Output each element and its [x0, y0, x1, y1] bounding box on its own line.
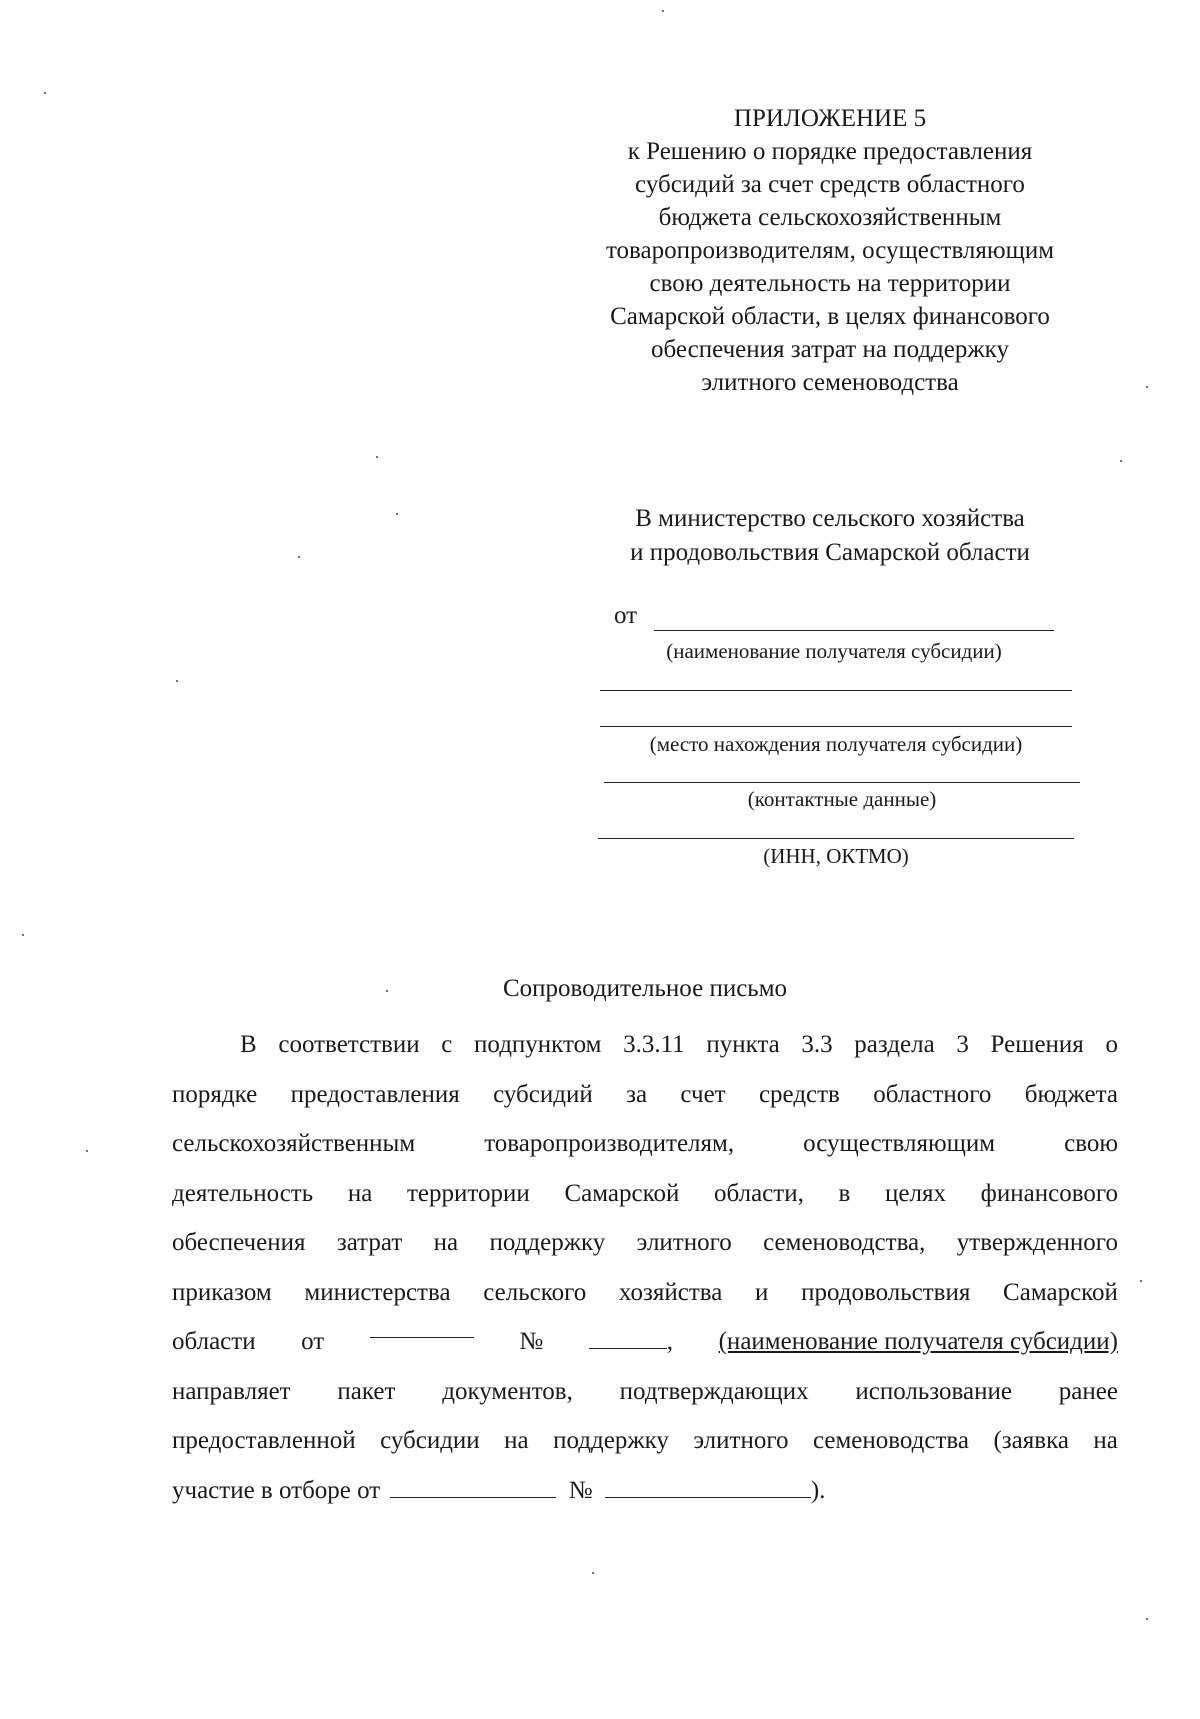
- letter-title: Сопроводительное письмо: [502, 975, 788, 1002]
- appendix-line: обеспечения затрат на поддержку: [651, 336, 1009, 363]
- order-date-blank[interactable]: [370, 1317, 474, 1338]
- scan-speck: [1140, 1280, 1142, 1282]
- sender-name-row: [614, 602, 1054, 636]
- body-line-6: приказом министерства сельского хозяйства и продовольствия Самарской: [172, 1278, 1118, 1306]
- body-line-7-row: [172, 1317, 1118, 1367]
- scan-speck: [176, 680, 178, 682]
- body-line: [172, 1268, 1118, 1318]
- body-line-4: деятельность на территории Самарской области, в целях финансового: [172, 1179, 1118, 1207]
- order-number-blank[interactable]: [589, 1328, 667, 1349]
- appendix-line: товаропроизводителям, осуществляющим: [605, 237, 1055, 264]
- body-word-oblasti: области: [172, 1328, 256, 1355]
- body-comma: ,: [666, 1328, 674, 1355]
- sender-name-blank-2[interactable]: [600, 690, 1072, 691]
- scan-speck: [662, 10, 664, 12]
- application-date-blank[interactable]: [390, 1477, 556, 1498]
- scan-speck: [298, 556, 300, 558]
- sender-location-blank[interactable]: [600, 726, 1072, 727]
- appendix-header: [570, 102, 1090, 399]
- body-line: [172, 1218, 1118, 1268]
- appendix-line: Самарской области, в целях финансового: [610, 303, 1050, 330]
- application-number-blank[interactable]: [605, 1477, 811, 1498]
- recipient-name-placeholder: (наименование получателя субсидии): [718, 1328, 1118, 1355]
- body-line: [172, 1119, 1118, 1169]
- body-line-text: [240, 1020, 1118, 1070]
- scan-speck: [1120, 460, 1122, 462]
- body-line-1: В соответствии с подпунктом 3.3.11 пункта 3.3 раздела 3 Решения о: [240, 1031, 1118, 1058]
- scan-speck: [396, 513, 398, 515]
- sender-inn-caption: (ИНН, ОКТМО): [763, 844, 909, 868]
- body-line-5: обеспечения затрат на поддержку элитного семеноводства, утвержденного: [172, 1229, 1118, 1256]
- scan-speck: [592, 1572, 594, 1574]
- letter-body: [172, 1020, 1118, 1515]
- sender-location-caption: (место нахождения получателя субсидии): [649, 732, 1023, 756]
- body-line: [172, 1020, 1118, 1070]
- sender-name-caption: (наименование получателя субсидии): [666, 639, 1002, 663]
- scan-speck: [1146, 386, 1148, 388]
- appendix-line: субсидий за счет средств областного: [635, 171, 1025, 198]
- body-word-ot: от: [301, 1328, 325, 1355]
- body-line-10-start: участие в отборе от: [172, 1476, 381, 1504]
- sender-inn-blank[interactable]: [598, 838, 1074, 839]
- appendix-title: ПРИЛОЖЕНИЕ 5: [733, 105, 927, 132]
- body-line-9: предоставленной субсидии на поддержку элитного семеноводства (заявка на: [172, 1427, 1118, 1454]
- addressee-line: и продовольствия Самарской области: [630, 539, 1030, 566]
- appendix-line: элитного семеноводства: [701, 369, 959, 396]
- order-number-group: [589, 1317, 673, 1367]
- sender-contacts-blank[interactable]: [604, 782, 1080, 783]
- body-line-2: порядке предоставления субсидий за счет средств областного бюджета: [172, 1080, 1118, 1108]
- body-line: [172, 1169, 1118, 1219]
- body-line: [172, 1416, 1118, 1466]
- scan-speck: [1146, 1618, 1148, 1620]
- addressee-line: В министерство сельского хозяйства: [635, 505, 1025, 532]
- body-line-7: [172, 1317, 1118, 1367]
- application-closing: ).: [810, 1476, 826, 1504]
- body-line-3: сельскохозяйственным товаропроизводителям, осуществляющим свою: [172, 1130, 1118, 1157]
- body-line: [172, 1367, 1118, 1417]
- body-line-8: направляет пакет документов, подтверждающих использование ранее: [172, 1377, 1118, 1405]
- from-label: от: [614, 602, 638, 629]
- body-line: [172, 1070, 1118, 1120]
- addressee-block: [570, 502, 1090, 570]
- scan-speck: [86, 1150, 88, 1152]
- scan-speck: [376, 456, 378, 458]
- scan-speck: [44, 92, 46, 94]
- scan-speck: [386, 990, 388, 992]
- appendix-line: свою деятельность на территории: [649, 270, 1011, 297]
- scan-speck: [22, 934, 24, 936]
- sender-contacts-caption: (контактные данные): [747, 787, 937, 811]
- body-number-sign: №: [519, 1328, 544, 1355]
- application-number-sign: №: [568, 1476, 593, 1504]
- appendix-line: бюджета сельскохозяйственным: [658, 204, 1002, 231]
- appendix-line: к Решению о порядке предоставления: [627, 138, 1033, 165]
- sender-name-blank[interactable]: [654, 630, 1054, 631]
- body-line-10: [172, 1466, 1118, 1516]
